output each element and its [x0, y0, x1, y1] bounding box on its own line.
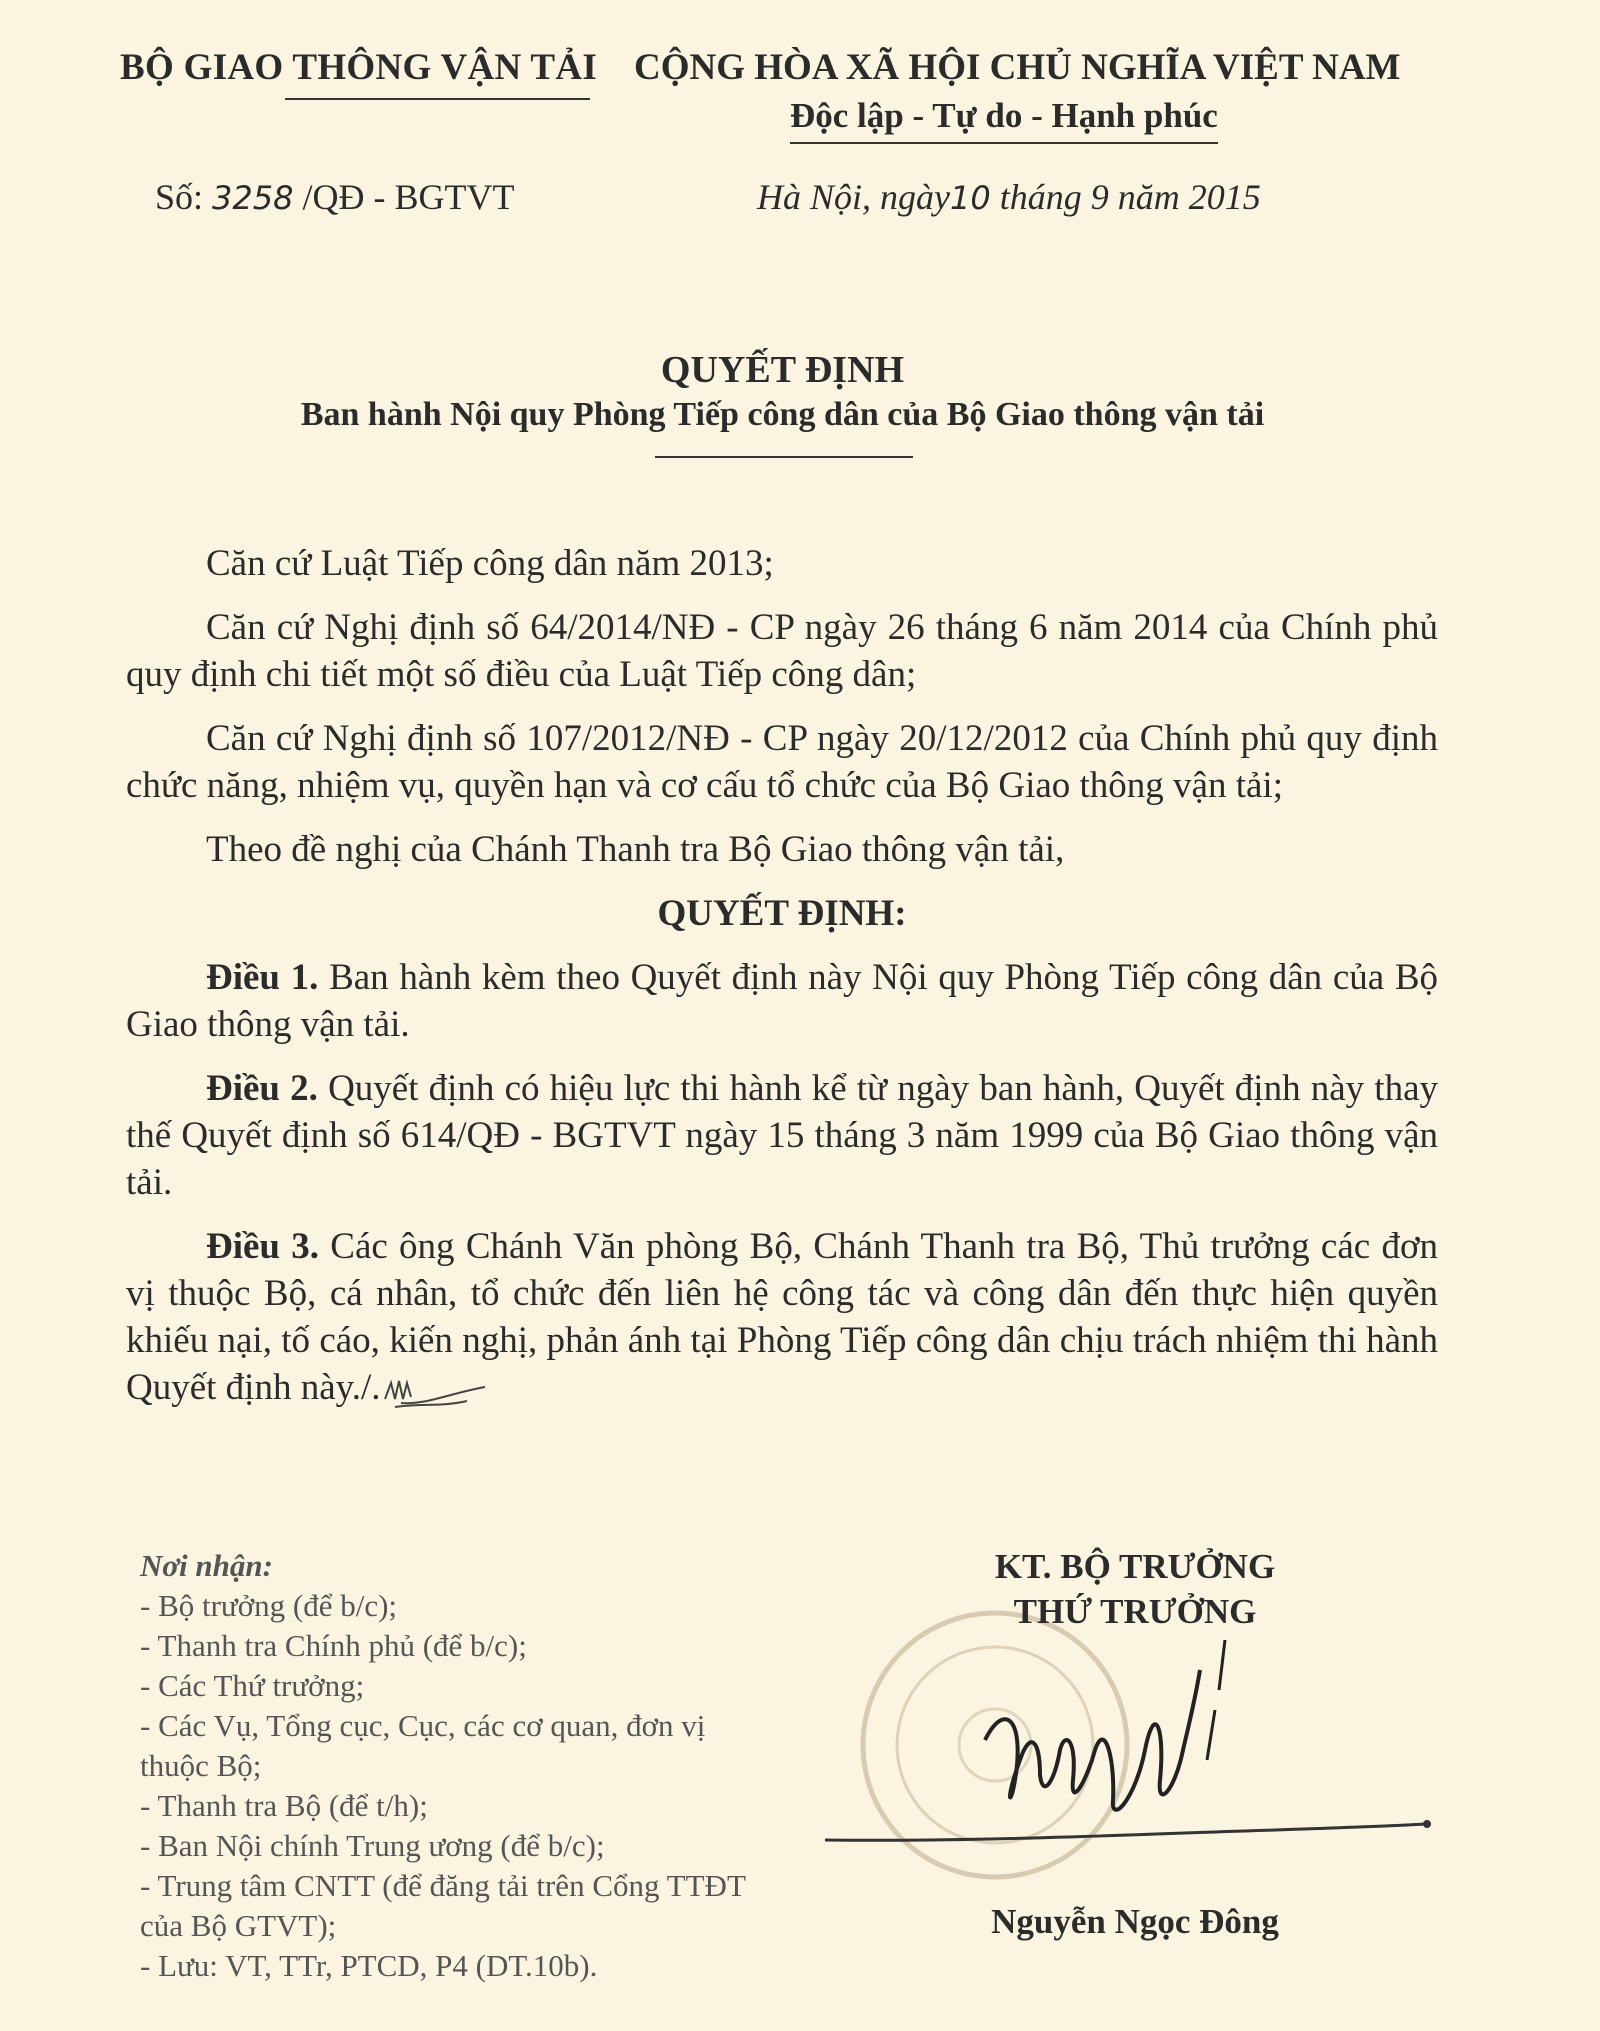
document-body [126, 540, 1438, 1411]
document-title: QUYẾT ĐỊNH [660, 349, 905, 391]
title-divider [655, 456, 913, 458]
legal-basis-4: Theo đề nghị của Chánh Thanh tra Bộ Giao thông vận tải, [206, 829, 1065, 870]
doc-number-suffix: /QĐ - BGTVT [302, 177, 515, 217]
ministry-underline [285, 98, 590, 100]
recipient-item: - Lưu: VT, TTr, PTCD, P4 (DT.10b). [140, 1948, 598, 1983]
signer-name: Nguyễn Ngọc Đông [991, 1902, 1279, 1941]
place-and-date [757, 176, 1261, 218]
document-subtitle: Ban hành Nội quy Phòng Tiếp công dân của Bộ Giao thông vận tải [300, 396, 1265, 433]
legal-basis-1: Căn cứ Luật Tiếp công dân năm 2013; [206, 543, 774, 584]
ministry-name: BỘ GIAO THÔNG VẬN TẢI [120, 47, 598, 88]
decide-heading: QUYẾT ĐỊNH: [657, 893, 907, 934]
recipients-heading: Nơi nhận: [140, 1548, 273, 1583]
place-date-prefix: Hà Nội, ngày [757, 177, 950, 217]
article-1-text: Ban hành kèm theo Quyết định này Nội quy Phòng Tiếp công dân của Bộ Giao thông vận tải. [126, 957, 1438, 1045]
place-date-suffix: tháng 9 năm 2015 [999, 177, 1261, 217]
motto-text: Độc lập - Tự do - Hạnh phúc [790, 96, 1218, 135]
legal-basis-3: Căn cứ Nghị định số 107/2012/NĐ - CP ngày 20/12/2012 của Chính phủ quy định chức năng, nhiệm vụ, quyền hạn và cơ cấu tổ chức của Bộ Giao thông vận tải; [126, 718, 1438, 806]
document-number [155, 176, 514, 218]
recipient-item: - Ban Nội chính Trung ương (để b/c); [140, 1828, 605, 1863]
article-1-label: Điều 1. [206, 957, 319, 998]
national-motto [790, 96, 1218, 136]
national-title: CỘNG HÒA XÃ HỘI CHỦ NGHĨA VIỆT NAM [634, 47, 1401, 88]
day-handwritten: 10 [950, 179, 991, 217]
legal-basis-2: Căn cứ Nghị định số 64/2014/NĐ - CP ngày 26 tháng 6 năm 2014 của Chính phủ quy định chi tiết một số điều của Luật Tiếp công dân; [126, 607, 1438, 695]
recipient-item: - Các Thứ trưởng; [140, 1668, 365, 1703]
doc-number-handwritten: 3258 [212, 179, 294, 217]
initials-mark [381, 1373, 491, 1409]
motto-underline [790, 142, 1218, 144]
article-2 [126, 1065, 1438, 1206]
recipient-item: - Các Vụ, Tổng cục, Cục, các cơ quan, đơn vị thuộc Bộ; [140, 1708, 706, 1783]
article-1 [126, 954, 1438, 1048]
recipient-item: - Trung tâm CNTT (để đăng tải trên Cổng TTĐT của Bộ GTVT); [140, 1868, 746, 1943]
article-2-label: Điều 2. [206, 1068, 318, 1109]
recipient-item: - Thanh tra Bộ (để t/h); [140, 1788, 428, 1823]
doc-number-prefix: Số: [155, 177, 204, 217]
article-3-label: Điều 3. [206, 1226, 320, 1267]
recipients-list [140, 1546, 780, 1986]
signer-position: THỨ TRƯỞNG [1013, 1592, 1257, 1631]
recipient-item: - Thanh tra Chính phủ (để b/c); [140, 1628, 527, 1663]
handwritten-signature [815, 1610, 1445, 1870]
issuing-ministry [120, 46, 610, 89]
article-3-text: Các ông Chánh Văn phòng Bộ, Chánh Thanh tra Bộ, Thủ trưởng các đơn vị thuộc Bộ, cá nhân, tổ chức đến liên hệ công tác và công dân đến thực hiện quyền khiếu nại, tố cáo, kiến nghị, phản ánh tại Phòng Tiếp công dân chịu trách nhiệm thi hành Quyết định này./. [126, 1226, 1439, 1408]
signer-authority: KT. BỘ TRƯỞNG [994, 1547, 1276, 1586]
recipient-item: - Bộ trưởng (để b/c); [140, 1588, 398, 1623]
article-2-text: Quyết định có hiệu lực thi hành kể từ ngày ban hành, Quyết định này thay thế Quyết định số 614/QĐ - BGTVT ngày 15 tháng 3 năm 1999 của Bộ Giao thông vận tải. [126, 1068, 1439, 1203]
article-3 [126, 1223, 1438, 1411]
